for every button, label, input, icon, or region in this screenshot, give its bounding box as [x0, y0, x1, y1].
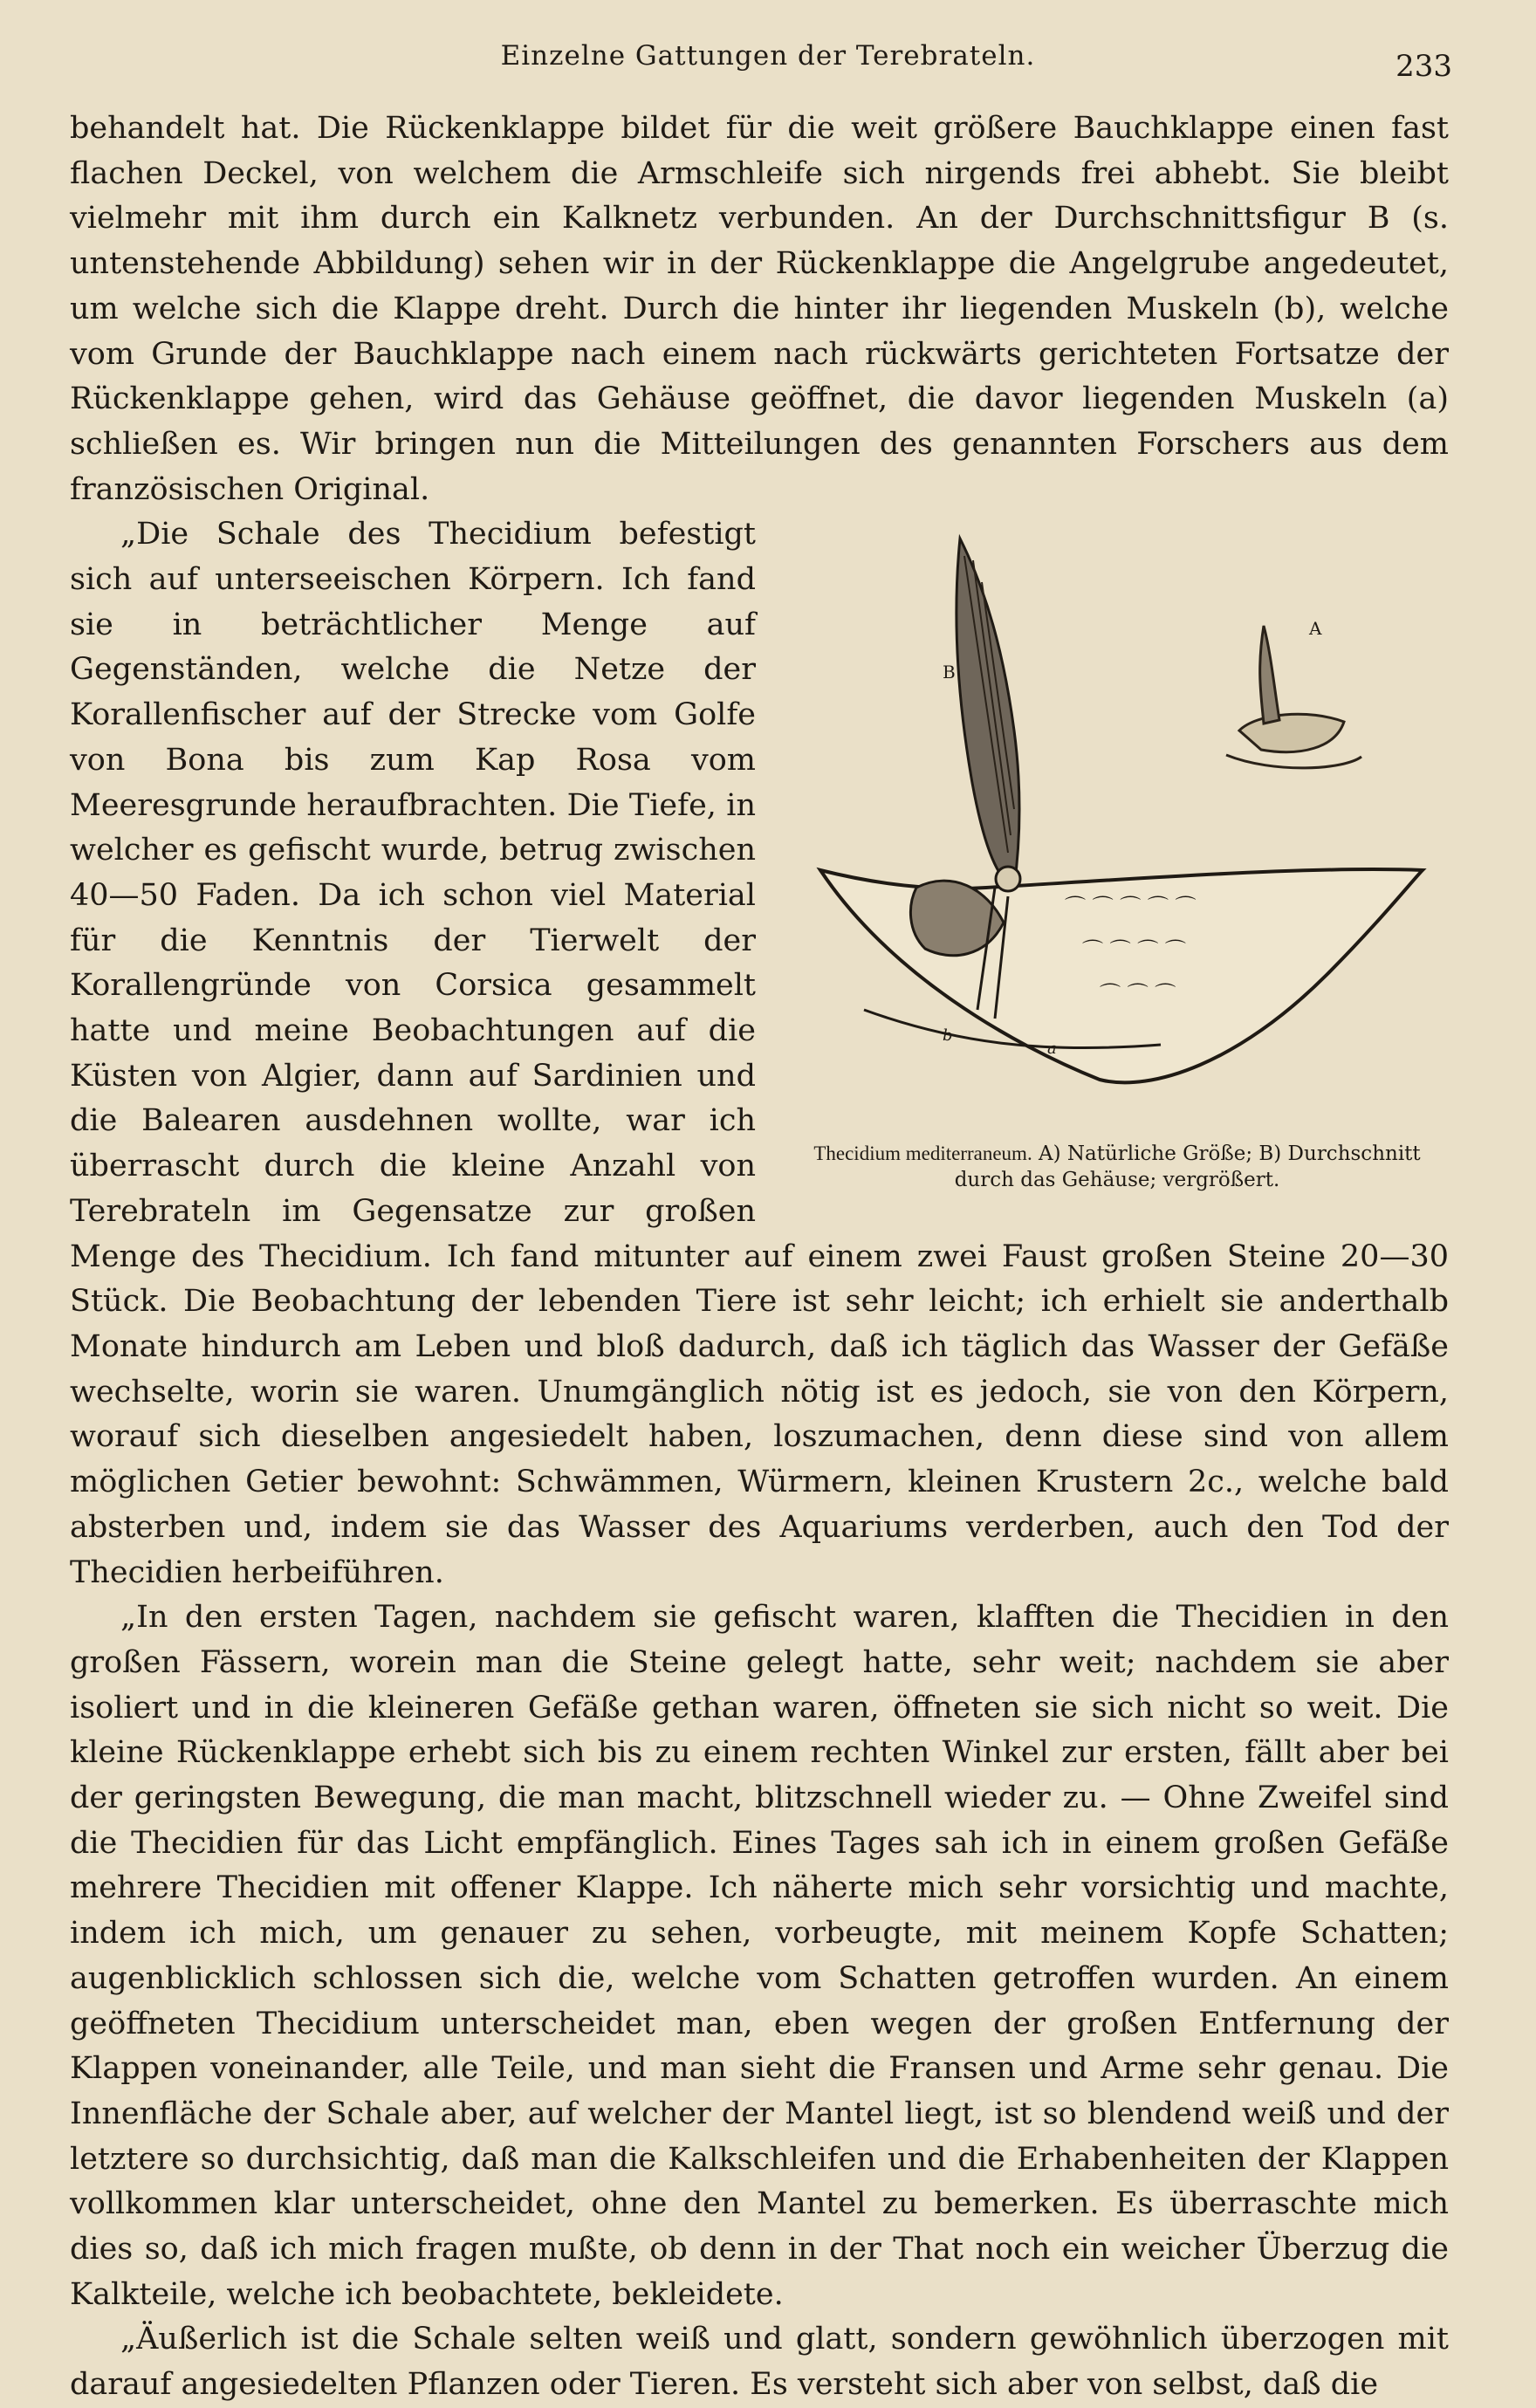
- figure-caption: [785, 1141, 1449, 1193]
- svg-text:⌒ ⌒ ⌒: ⌒ ⌒ ⌒: [1100, 982, 1176, 1007]
- paragraph-3: „In den ersten Tagen, nachdem sie gefischt waren, klafften die Thecidien in den großen Fässern, worein man die Steine gelegt hatte, sehr weit; nachdem sie aber isoliert und in die kleineren Gefäße gethan waren, öffneten sie sich nicht so weit. Die kleine Rückenklappe erhebt sich bis zu einem rechten Winkel zur ersten, fällt aber bei der geringsten Bewegung, die man macht, blitzschnell wieder zu. — Ohne Zweifel sind die Thecidien für das Licht empfänglich. Eines Tages sah ich in einem großen Gefäße mehrere Thecidien mit offener Klappe. Ich näherte mich sehr vorsichtig und machte, indem ich mich, um genauer zu sehen, vorbeugte, mit meinem Kopfe Schatten; augenblicklich schlossen sich die, welche vom Schatten getroffen wurden. An einem geöffneten Thecidium unterscheidet man, eben wegen der großen Entfernung der Klappen voneinander, alle Teile, und man sieht die Fransen und Arme sehr genau. Die Innenfläche der Schale aber, auf welcher der Mantel liegt, ist so blendend weiß und der letztere so durchsichtig, daß man die Kalkschleifen und die Erhabenheiten der Klappen vollkommen klar unterscheidet, ohne den Mantel zu bemerken. Es überraschte mich dies so, daß ich mich fragen mußte, ob denn in der That noch ein weicher Überzug die Kalkteile, welche ich beobachtete, bekleidete.: [70, 1600, 1449, 2312]
- svg-text:⌒ ⌒ ⌒ ⌒ ⌒: ⌒ ⌒ ⌒ ⌒ ⌒: [1065, 895, 1197, 920]
- body-text: [70, 106, 1449, 2408]
- figure-label-a: A: [1309, 618, 1322, 640]
- figure-b-cross-section: [820, 539, 1423, 1082]
- figure-label-b: B: [943, 662, 956, 683]
- running-title: Einzelne Gattungen der Terebrateln.: [500, 40, 1036, 72]
- svg-text:⌒ ⌒ ⌒ ⌒: ⌒ ⌒ ⌒ ⌒: [1082, 938, 1186, 964]
- page-number: 233: [1395, 49, 1452, 84]
- caption-text: A) Natürliche Größe; B) Durchschnitt durch das Gehäuse; vergrößert.: [954, 1142, 1421, 1192]
- thecidium-figure: [785, 521, 1449, 1233]
- figure-a-natural-size: [1226, 618, 1361, 768]
- shell-illustration: [785, 521, 1449, 1132]
- paragraph-4: „Äußerlich ist die Schale selten weiß und glatt, sondern gewöhnlich überzogen mit darauf angesiedelten Pflanzen oder Tieren. Es versteht sich aber von selbst, daß die: [70, 2322, 1449, 2403]
- figure-label-small-a: a: [1047, 1039, 1057, 1059]
- paragraph-2: „Die Schale des Thecidium befestigt sich auf unterseeischen Körpern. Ich fand sie in beträchtlicher Menge auf Gegenständen, welche die Netze der Korallenfischer auf der Strecke vom Golfe von Bona bis zum Kap Rosa vom Meeresgrunde heraufbrachten. Die Tiefe, in welcher es gefischt wurde, betrug zwischen 40—50 Faden. Da ich schon viel Material für die Kenntnis der Tierwelt der Korallengründe von Corsica gesammelt hatte und meine Beobachtungen auf die Küsten von Algier, dann auf Sardinien und die Balearen ausdehnen wollte, war ich überrascht durch die kleine Anzahl von Terebrateln im Gegensatze zur großen Menge des Thecidium. Ich fand mitunter auf einem zwei Faust großen Steine 20—30 Stück. Die Beobachtung der lebenden Tiere ist sehr leicht; ich erhielt sie anderthalb Monate hindurch am Leben und bloß dadurch, daß ich täglich das Wasser der Gefäße wechselte, worin sie waren. Unumgänglich nötig ist es jedoch, sie von den Körpern, worauf sich dieselben angesiedelt haben, loszumachen, denn diese sind von allem möglichen Getier bewohnt: Schwämmen, Würmern, kleinen Krustern 2c., welche bald absterben und, indem sie das Wasser des Aquariums verderben, auch den Tod der Thecidien herbeiführen.: [70, 517, 1449, 1590]
- paragraph-1: behandelt hat. Die Rückenklappe bildet für die weit größere Bauchklappe einen fast flachen Deckel, von welchem die Armschleife sich nirgends frei abhebt. Sie bleibt vielmehr mit ihm durch ein Kalknetz verbunden. An der Durchschnittsfigur B (s. untenstehende Abbildung) sehen wir in der Rückenklappe die Angelgrube angedeutet, um welche sich die Klappe dreht. Durch die hinter ihr liegenden Muskeln (b), welche vom Grunde der Bauchklappe nach einem nach rückwärts gerichteten Fortsatze der Rückenklappe gehen, wird das Gehäuse geöffnet, die davor liegenden Muskeln (a) schließen es. Wir bringen nun die Mitteilungen des genannten Forschers aus dem französischen Original.: [70, 111, 1449, 507]
- caption-latin-name: Thecidium mediterraneum.: [813, 1142, 1032, 1165]
- figure-label-small-b: b: [943, 1026, 953, 1046]
